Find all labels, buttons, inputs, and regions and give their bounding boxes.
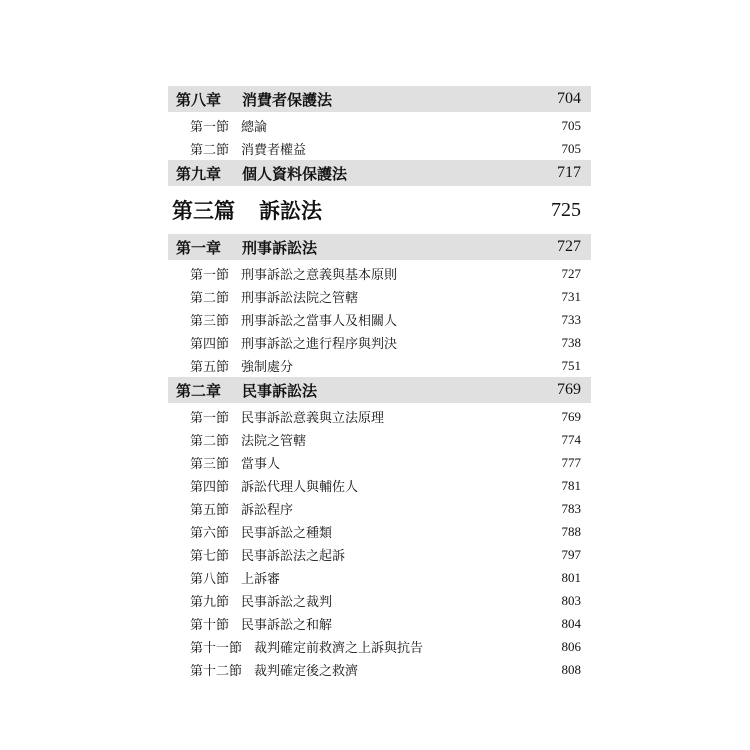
section-label <box>190 116 267 135</box>
section-label <box>190 139 306 158</box>
section-title: 民事訴訟之裁判 <box>241 595 333 610</box>
section-row[interactable] <box>168 331 591 354</box>
section-title: 訴訟代理人與輔佐人 <box>241 480 359 495</box>
chapter-row-consumer-protection[interactable] <box>168 86 591 112</box>
section-number: 第二節 <box>190 143 230 158</box>
section-number: 第四節 <box>190 480 230 495</box>
section-row[interactable] <box>168 520 591 543</box>
part-number: 第三篇 <box>172 198 235 223</box>
section-page-number: 727 <box>561 265 581 281</box>
part-row-procedural-law[interactable] <box>168 186 591 234</box>
section-number: 第二節 <box>190 434 230 449</box>
section-label <box>190 453 280 472</box>
chapter-number: 第八章 <box>176 90 222 109</box>
section-title: 裁判確定後之救濟 <box>254 664 359 679</box>
section-row[interactable] <box>168 451 591 474</box>
part-label <box>172 195 322 225</box>
section-label <box>190 614 332 633</box>
section-label <box>190 356 293 375</box>
section-number: 第七節 <box>190 549 230 564</box>
section-number: 第一節 <box>190 411 230 426</box>
section-page-number: 781 <box>561 477 581 493</box>
section-label <box>190 591 332 610</box>
section-label <box>190 499 293 518</box>
section-number: 第一節 <box>190 120 230 135</box>
section-page-number: 751 <box>561 357 581 373</box>
section-row[interactable] <box>168 137 591 160</box>
section-row[interactable] <box>168 114 591 137</box>
section-number: 第八節 <box>190 572 230 587</box>
chapter-page-number: 704 <box>557 90 581 107</box>
section-title: 當事人 <box>241 457 281 472</box>
chapter-title: 刑事訴訟法 <box>242 238 318 257</box>
section-row[interactable] <box>168 262 591 285</box>
section-number: 第四節 <box>190 337 230 352</box>
section-title: 刑事訴訟之當事人及相關人 <box>241 314 398 329</box>
section-page-number: 801 <box>561 569 581 585</box>
section-number: 第五節 <box>190 503 230 518</box>
section-number: 第六節 <box>190 526 230 541</box>
section-row[interactable] <box>168 658 591 681</box>
civil-procedure-sections <box>168 405 591 681</box>
section-page-number: 808 <box>561 661 581 677</box>
section-title: 消費者權益 <box>241 143 307 158</box>
section-title: 裁判確定前救濟之上訴與抗告 <box>254 641 424 656</box>
chapter-label <box>176 237 317 258</box>
section-page-number: 733 <box>561 311 581 327</box>
chapter-number: 第九章 <box>176 164 222 183</box>
chapter-number: 第一章 <box>176 238 222 257</box>
section-row[interactable] <box>168 497 591 520</box>
section-page-number: 774 <box>561 431 581 447</box>
criminal-procedure-sections <box>168 262 591 377</box>
section-title: 民事訴訟意義與立法原理 <box>241 411 385 426</box>
section-page-number: 788 <box>561 523 581 539</box>
section-row[interactable] <box>168 474 591 497</box>
section-label <box>190 407 384 426</box>
section-row[interactable] <box>168 308 591 331</box>
section-number: 第九節 <box>190 595 230 610</box>
chapter-label <box>176 163 347 184</box>
section-row[interactable] <box>168 428 591 451</box>
section-page-number: 804 <box>561 615 581 631</box>
section-title: 民事訴訟法之起訴 <box>241 549 346 564</box>
section-label <box>190 287 358 306</box>
section-page-number: 705 <box>561 140 581 156</box>
section-number: 第二節 <box>190 291 230 306</box>
section-page-number: 769 <box>561 408 581 424</box>
section-number: 第三節 <box>190 314 230 329</box>
section-label <box>190 476 358 495</box>
section-row[interactable] <box>168 405 591 428</box>
section-title: 民事訴訟之和解 <box>241 618 333 633</box>
section-label <box>190 568 280 587</box>
section-page-number: 777 <box>561 454 581 470</box>
section-row[interactable] <box>168 354 591 377</box>
section-title: 民事訴訟之種類 <box>241 526 333 541</box>
section-page-number: 797 <box>561 546 581 562</box>
section-row[interactable] <box>168 543 591 566</box>
section-page-number: 806 <box>561 638 581 654</box>
table-of-contents <box>168 86 591 681</box>
section-row[interactable] <box>168 285 591 308</box>
chapter-title: 民事訴訟法 <box>242 381 318 400</box>
section-title: 刑事訴訟之意義與基本原則 <box>241 268 398 283</box>
section-label <box>190 333 397 352</box>
section-page-number: 705 <box>561 117 581 133</box>
section-page-number: 738 <box>561 334 581 350</box>
section-title: 總論 <box>241 120 268 135</box>
section-title: 刑事訴訟之進行程序與判決 <box>241 337 398 352</box>
chapter-title: 消費者保護法 <box>242 90 333 109</box>
section-number: 第十二節 <box>190 664 243 679</box>
section-number: 第一節 <box>190 268 230 283</box>
chapter-label <box>176 89 332 110</box>
chapter-title: 個人資料保護法 <box>242 164 348 183</box>
section-label <box>190 545 345 564</box>
section-row[interactable] <box>168 635 591 658</box>
section-title: 法院之管轄 <box>241 434 307 449</box>
chapter-row-civil-procedure[interactable] <box>168 377 591 403</box>
section-row[interactable] <box>168 566 591 589</box>
section-page-number: 731 <box>561 288 581 304</box>
section-label <box>190 660 358 679</box>
section-number: 第十節 <box>190 618 230 633</box>
chapter-label <box>176 380 317 401</box>
section-number: 第十一節 <box>190 641 243 656</box>
chapter-page-number: 769 <box>557 381 581 398</box>
section-title: 刑事訴訟法院之管轄 <box>241 291 359 306</box>
section-title: 訴訟程序 <box>241 503 294 518</box>
chapter-page-number: 717 <box>557 164 581 181</box>
section-row[interactable] <box>168 612 591 635</box>
part-title: 訴訟法 <box>259 198 322 223</box>
section-page-number: 783 <box>561 500 581 516</box>
section-label <box>190 430 306 449</box>
section-number: 第三節 <box>190 457 230 472</box>
chapter-number: 第二章 <box>176 381 222 400</box>
section-title: 強制處分 <box>241 360 294 375</box>
section-label <box>190 310 397 329</box>
section-title: 上訴審 <box>241 572 281 587</box>
chapter-row-personal-data[interactable] <box>168 160 591 186</box>
chapter-page-number: 727 <box>557 238 581 255</box>
chapter-row-criminal-procedure[interactable] <box>168 234 591 260</box>
section-page-number: 803 <box>561 592 581 608</box>
section-label <box>190 522 332 541</box>
section-row[interactable] <box>168 589 591 612</box>
part-page-number: 725 <box>551 198 581 221</box>
section-label <box>190 637 423 656</box>
section-label <box>190 264 397 283</box>
section-number: 第五節 <box>190 360 230 375</box>
